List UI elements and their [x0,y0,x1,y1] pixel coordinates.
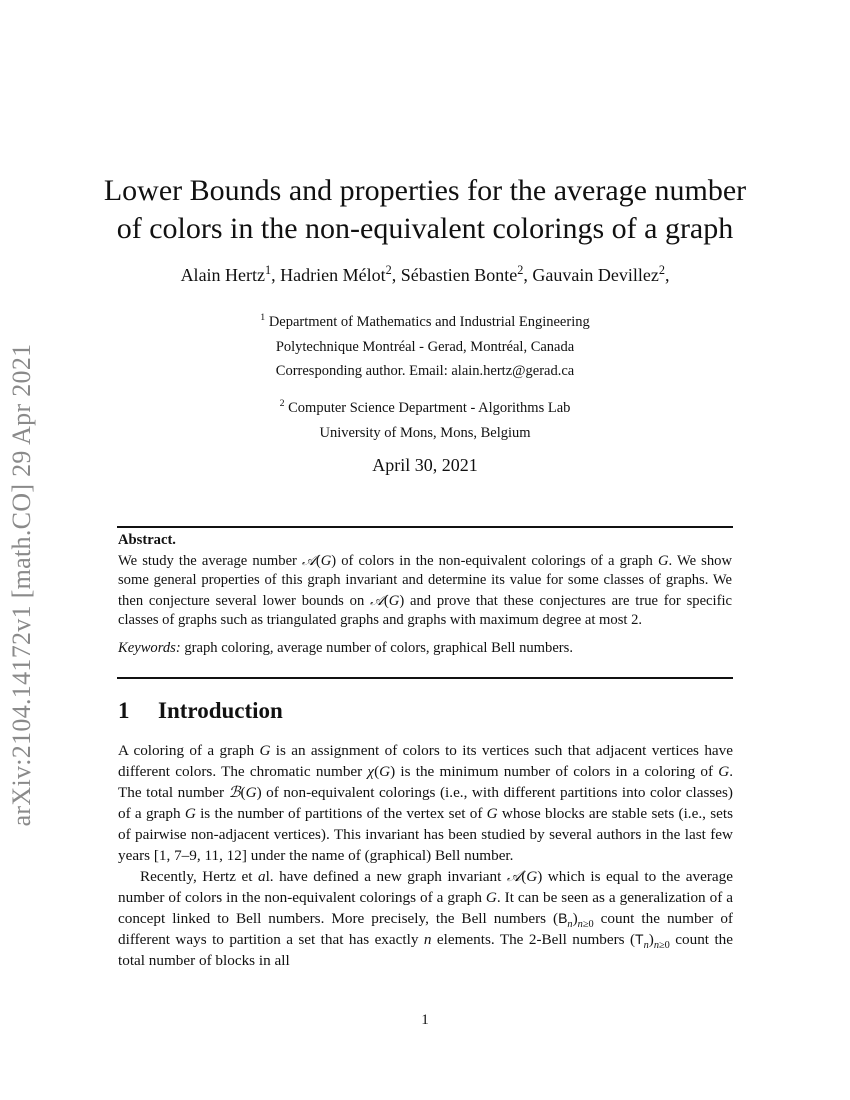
author: Sébastien Bonte$^2$, [400,263,533,285]
abstract-top-rule [117,526,733,528]
abstract-bottom-rule [117,677,733,679]
title-line-1: Lower Bounds and properties for the average number [103,174,747,207]
section-title: Introduction [158,698,283,723]
section-heading [118,698,283,724]
arxiv-identifier: arXiv:2104.14172v1 [math.CO] 29 Apr 2021 [7,343,36,827]
affiliation-2: $^2$ Computer Science Department - Algorithms Lab University of Mons, Mons, Belgium [279,398,571,441]
paragraph: A coloring of a graph G is an assignment of colors to its vertices such that adjacent vertices have different colors. The chromatic number χ(G) is the minimum number of colors in a coloring of G. The total number ℬ(G) of non-equivalent colorings (i.e., with different partitions into color classes) of a graph G is the number of partitions of the vertex set of G whose blocks are stable sets (i.e., sets of pairwise non-adjacent vertices). This invariant has been studied by several authors in the last few years [1, 7–9, 11, 12] under the name of (graphical) Bell number. [118,742,733,864]
abstract-text: We study the average number 𝒜(G) of colors in the non-equivalent colorings of a graph G. We show some general properties of this graph invariant and determine its value for some classes of graphs. We then conjecture several lower bounds on 𝒜(G) and prove that these conjectures are true for specific classes of graphs such as triangulated graphs and graphs with maximum degree at most 2. [118,551,732,628]
affiliation-1: $^1$ Department of Mathematics and Industrial Engineering Polytechnique Montréal - Gerad, Montréal, Canada Corresponding author. Email: alain.hertz@gerad.ca [100,310,750,384]
author: Hadrien Mélot$^2$, [280,263,401,285]
paragraph: Recently, Hertz et al. have defined a new graph invariant 𝒜(G) which is equal to the average number of colors in the non-equivalent colorings of a graph G. It can be seen as a generalization of a concept linked to Bell numbers. More precisely, the Bell numbers $(B_n)_{n\ge 0}$ count the number of different ways to partition a set that has exactly n elements. The 2-Bell numbers $(T_n)_{n\ge 0}$ count the total number of blocks in all [118,867,734,969]
page-number: 1 [421,1012,429,1028]
author: Gauvain Devillez$^2$, [532,263,670,285]
section-number: 1 [118,698,130,723]
abstract-heading: Abstract. [118,532,176,548]
corresponding-email: Corresponding author. Email: alain.hertz@gerad.ca [275,363,575,379]
author-list [100,265,750,286]
abstract-block [118,531,732,658]
keywords: Keywords: graph coloring, average number of colors, graphical Bell numbers. [118,639,573,656]
author: Alain Hertz$^1$, [180,263,281,285]
title-line-2: of colors in the non-equivalent colorings of a graph [116,212,734,245]
introduction-body [118,740,733,971]
paper-title [100,172,750,248]
publication-date: April 30, 2021 [372,455,478,475]
